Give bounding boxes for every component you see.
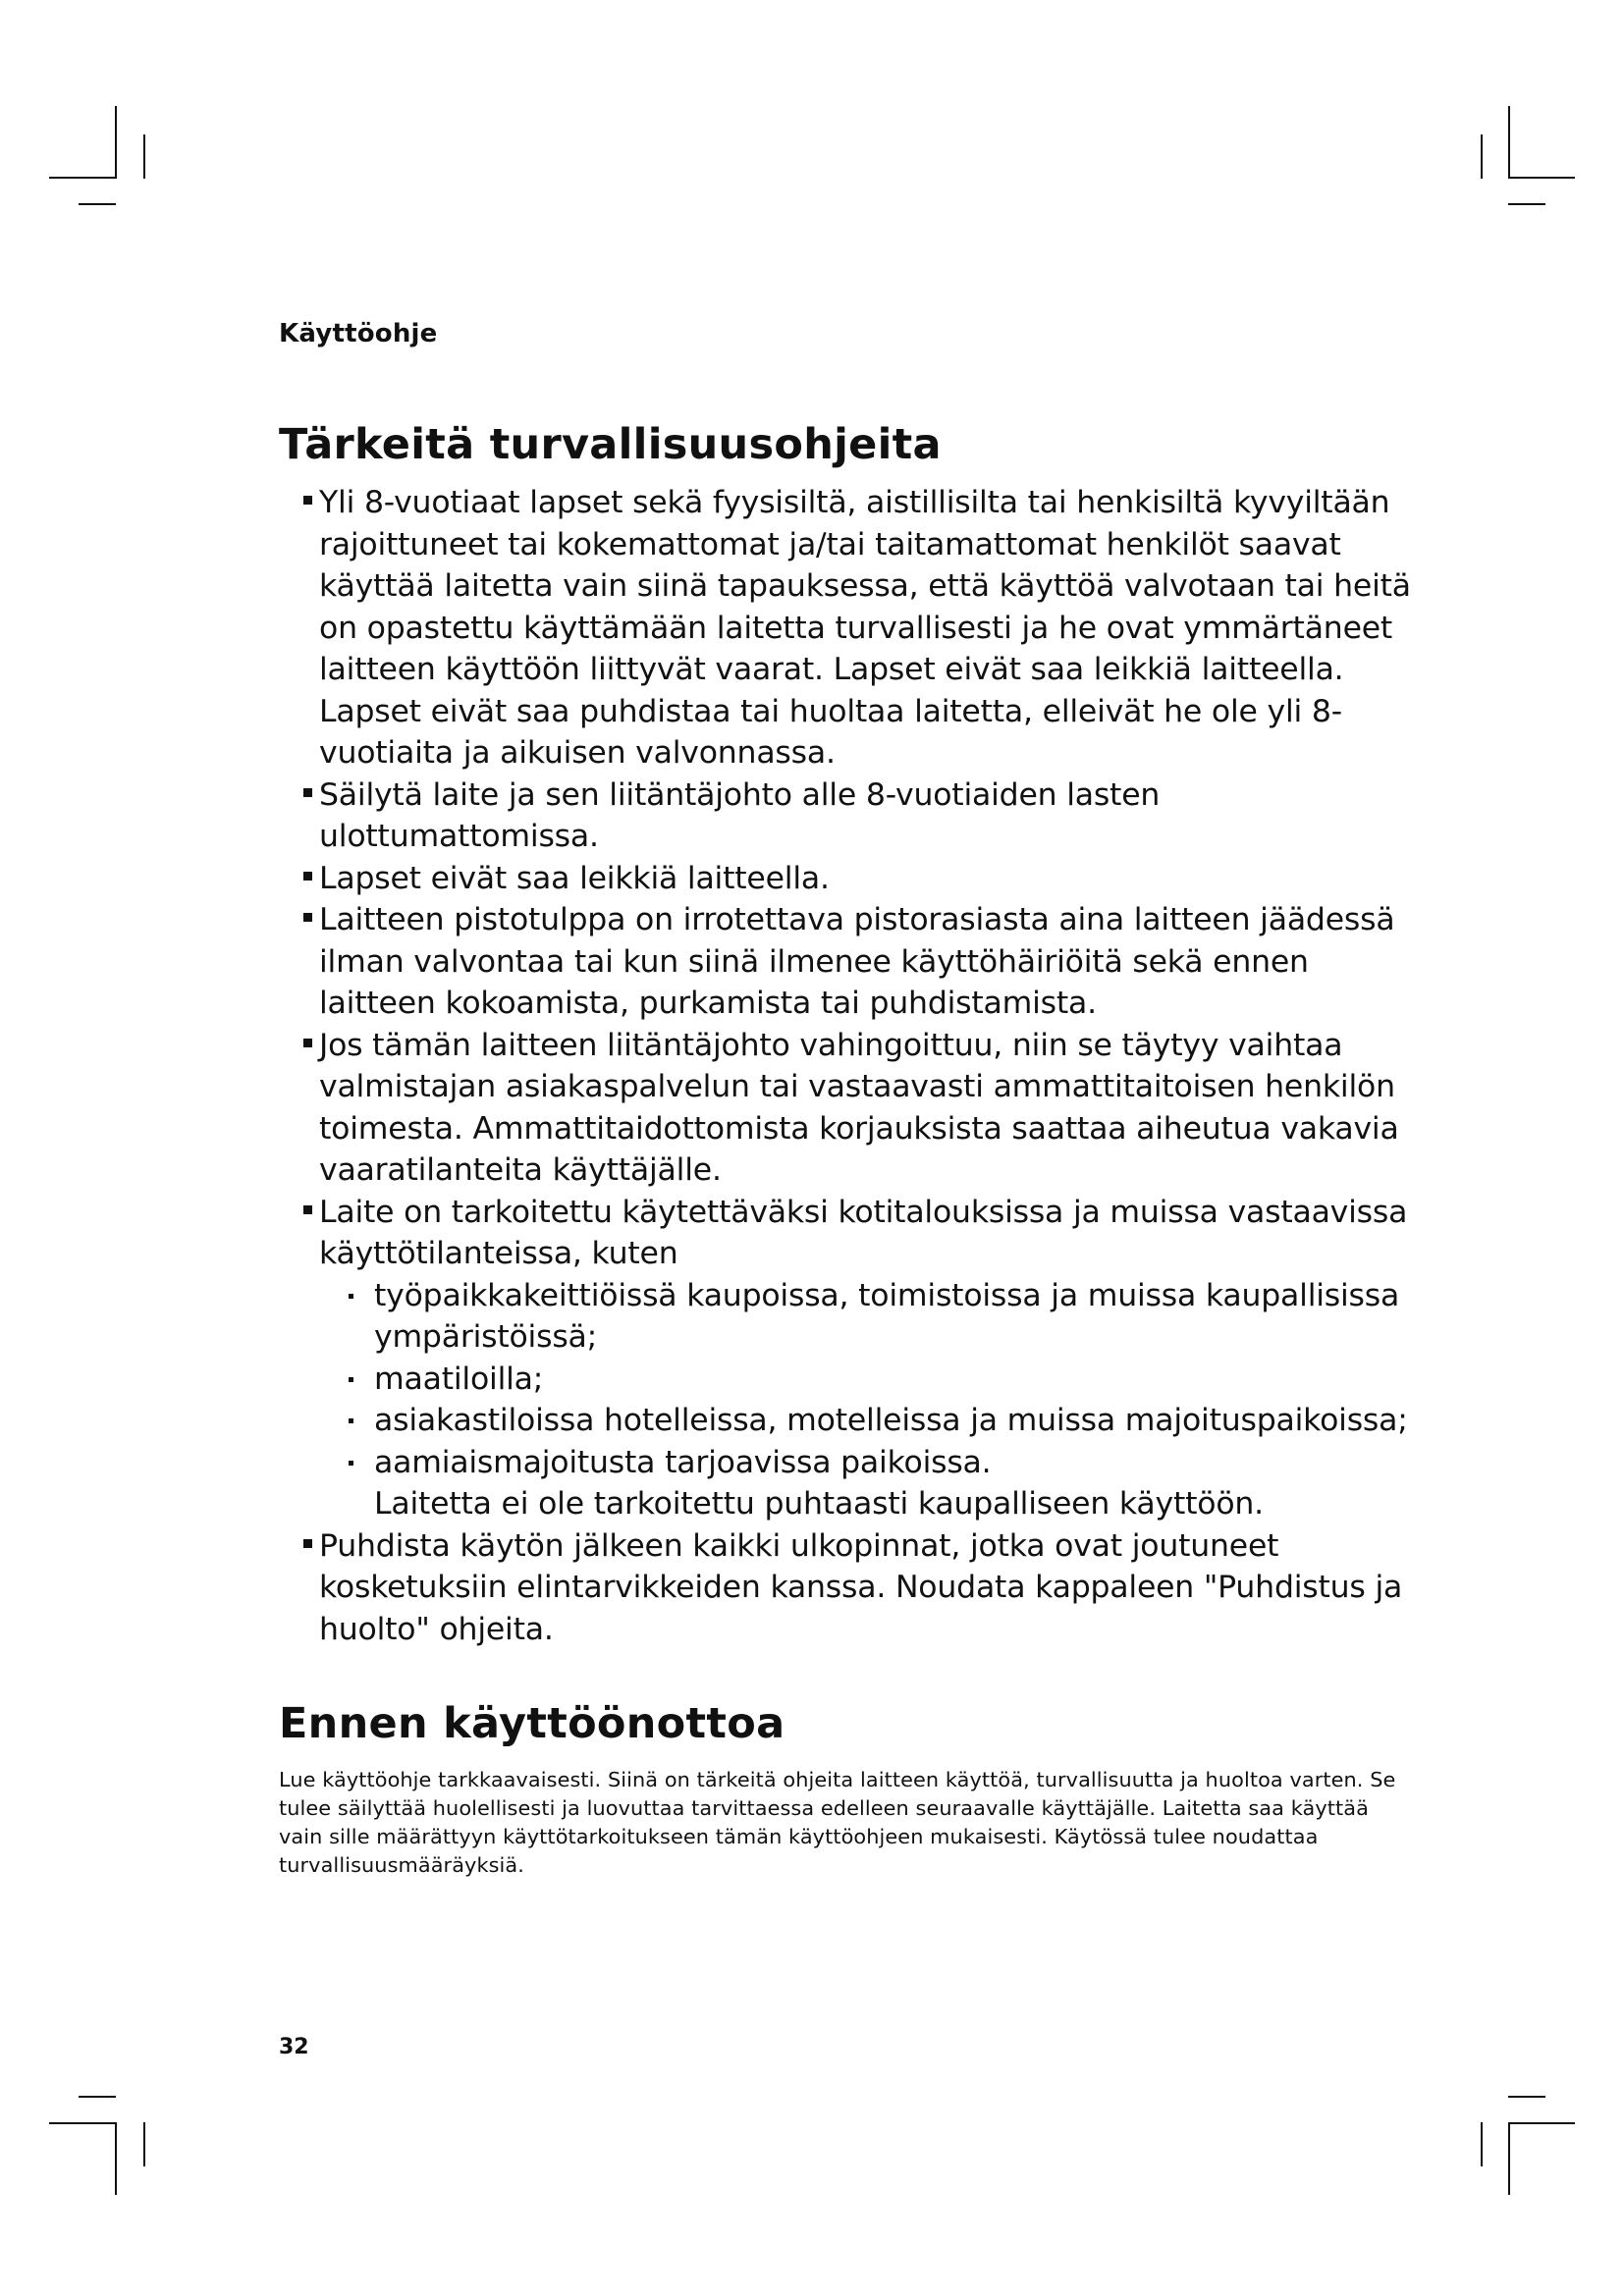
usage-environments-list: [319, 1275, 1417, 1484]
square-bullet-icon: [303, 788, 312, 797]
dot-bullet-icon: [349, 1418, 353, 1423]
sub-list-item: [319, 1359, 1417, 1401]
crop-mark: [143, 2122, 145, 2166]
sub-list-item-text: aamiaismajoitusta tarjoavissa paikoissa.: [374, 1444, 992, 1480]
safety-title: Tärkeitä turvallisuusohjeita: [279, 420, 942, 469]
crop-mark: [115, 106, 117, 179]
list-item-text: Yli 8-vuotiaat lapset sekä fyysisiltä, aistillisilta tai henkisiltä kyvyiltään rajoittuneet tai kokemattomat ja/tai taitamattomat henkilöt saavat käyttää laitetta vain siinä tapauksessa, että käyttöä valvotaan tai heitä on opastettu käyttämään laitetta turvallisesti ja he ovat ymmärtäneet laitteen käyttöön liittyvät vaarat. Lapset eivät saa leikkiä laitteella. Lapset eivät saa puhdistaa tai huoltaa laitetta, elleivät he ole yli 8-vuotiaita ja aikuisen valvonnassa.: [319, 485, 1411, 771]
crop-mark: [1508, 2122, 1510, 2195]
crop-mark: [49, 2122, 116, 2124]
crop-mark: [1481, 2122, 1483, 2166]
dot-bullet-icon: [349, 1294, 353, 1299]
crop-mark: [143, 134, 145, 179]
crop-mark: [115, 2122, 117, 2195]
square-bullet-icon: [303, 872, 312, 881]
list-item-text: Laite on tarkoitettu käytettäväksi kotitalouksissa ja muissa vastaavissa käyttötilanteissa, kuten: [319, 1194, 1408, 1271]
crop-mark: [1508, 106, 1510, 179]
crop-mark: [1508, 203, 1545, 205]
square-bullet-icon: [303, 496, 312, 505]
crop-mark: [1508, 177, 1575, 179]
commercial-use-note: Laitetta ei ole tarkoitettu puhtaasti kaupalliseen käyttöön.: [374, 1486, 1264, 1522]
list-item: [307, 858, 1417, 900]
list-item: [307, 774, 1417, 858]
list-item: [307, 1525, 1417, 1651]
crop-mark: [79, 203, 116, 205]
list-item: [307, 899, 1417, 1025]
square-bullet-icon: [303, 1039, 312, 1047]
sub-list-item-text: maatiloilla;: [374, 1361, 544, 1397]
list-item-text: Säilytä laite ja sen liitäntäjohto alle 8-vuotiaiden lasten ulottumattomissa.: [319, 776, 1161, 854]
before-use-title: Ennen käyttöönottoa: [279, 1699, 785, 1748]
running-header: Käyttöohje: [279, 319, 438, 348]
sub-list-item: [319, 1275, 1417, 1359]
list-item: [307, 1025, 1417, 1192]
safety-instructions-list: [307, 482, 1417, 1650]
sub-list-item: [319, 1400, 1417, 1442]
square-bullet-icon: [303, 913, 312, 922]
list-item-text: Puhdista käytön jälkeen kaikki ulkopinnat, jotka ovat joutuneet kosketuksiin elintarvikkeiden kanssa. Noudata kappaleen "Puhdistus ja huolto" ohjeita.: [319, 1527, 1403, 1647]
square-bullet-icon: [303, 1539, 312, 1548]
list-item: [307, 1192, 1417, 1525]
sub-list-item-text: asiakastiloissa hotelleissa, motelleissa ja muissa majoituspaikoissa;: [374, 1403, 1408, 1438]
square-bullet-icon: [303, 1205, 312, 1214]
crop-mark: [49, 177, 116, 179]
crop-mark: [1481, 134, 1483, 179]
list-item: [307, 482, 1417, 774]
crop-mark: [79, 2096, 116, 2098]
crop-mark: [1508, 2122, 1575, 2124]
dot-bullet-icon: [349, 1461, 353, 1466]
list-item-text: Lapset eivät saa leikkiä laitteella.: [319, 860, 830, 896]
crop-mark: [1508, 2096, 1545, 2098]
before-use-paragraph: Lue käyttöohje tarkkaavaisesti. Siinä on tärkeitä ohjeita laitteen käyttöä, turvallisuutta ja huoltoa varten. Se tulee säilyttää huolellisesti ja luovuttaa tarvittaessa edelleen seuraavalle käyttäjälle. Laitetta saa käyttää vain sille määrättyyn käyttötarkoitukseen tämän käyttöohjeen mukaisesti. Käytössä tulee noudattaa turvallisuusmääräyksiä.: [279, 1768, 1396, 1877]
sub-list-item-text: työpaikkakeittiöissä kaupoissa, toimistoissa ja muissa kaupallisissa ympäristöissä;: [374, 1277, 1400, 1355]
list-item-text: Jos tämän laitteen liitäntäjohto vahingoittuu, niin se täytyy vaihtaa valmistajan asiakaspalvelun tai vastaavasti ammattitaitoisen henkilön toimesta. Ammattitaidottomista korjauksista saattaa aiheutua vakavia vaaratilanteita käyttäjälle.: [319, 1027, 1399, 1188]
sub-list-item: [319, 1442, 1417, 1484]
dot-bullet-icon: [349, 1377, 353, 1382]
page-number: 32: [279, 2035, 309, 2059]
list-item-text: Laitteen pistotulppa on irrotettava pistorasiasta aina laitteen jäädessä ilman valvontaa tai kun siinä ilmenee käyttöhäiriöitä sekä ennen laitteen kokoamista, purkamista tai puhdistamista.: [319, 902, 1395, 1021]
